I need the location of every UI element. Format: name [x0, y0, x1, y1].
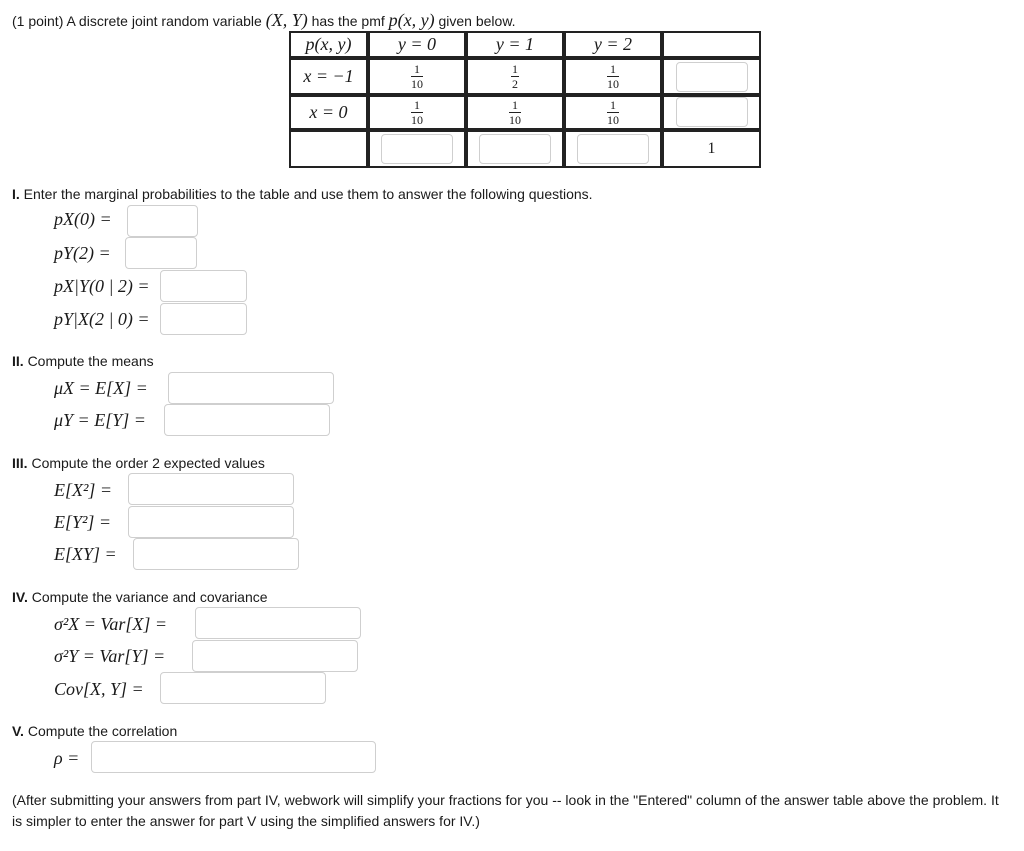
cov-input[interactable] — [160, 672, 326, 704]
exy-input[interactable] — [133, 538, 299, 570]
submission-note: (After submitting your answers from part IV, webwork will simplify your fractions for you -- look in the "Entered" column of the answer table above the problem. It is simpler to enter the answer for part V using the simplified answers for IV.) — [12, 792, 999, 829]
part5-heading: V. Compute the correlation — [12, 723, 178, 739]
ex2-input[interactable] — [128, 473, 294, 505]
vary-input[interactable] — [192, 640, 358, 672]
ey2-label: E[Y²] = — [54, 512, 112, 532]
py2-input[interactable] — [125, 237, 197, 269]
col-header-marginal — [662, 31, 761, 58]
marginal-x-0-input[interactable] — [676, 97, 748, 127]
col-header-y2: y = 2 — [564, 31, 662, 58]
pygx-label: pY|X(2 | 0) = — [54, 309, 150, 329]
table-cell: $\frac{1}{10}$ — [368, 58, 466, 95]
mux-input[interactable] — [168, 372, 334, 404]
table-corner: p(x, y) — [289, 31, 368, 58]
marginal-row-label — [289, 130, 368, 168]
ex2-label: E[X²] = — [54, 480, 113, 500]
marginal-y1-input[interactable] — [479, 134, 551, 164]
py2-label: pY(2) = — [54, 243, 111, 263]
col-marginal-cell — [368, 130, 466, 168]
rho-input[interactable] — [91, 741, 376, 773]
row-header-x-0: x = 0 — [289, 95, 368, 130]
table-cell: $\frac{1}{10}$ — [564, 95, 662, 130]
table-cell: $\frac{1}{10}$ — [564, 58, 662, 95]
intro-middle: has the pmf — [311, 13, 385, 29]
px0-input[interactable] — [127, 205, 198, 237]
intro-xy: (X, Y) — [265, 10, 308, 30]
part3-heading: III. Compute the order 2 expected values — [12, 455, 265, 471]
muy-input[interactable] — [164, 404, 330, 436]
marginal-y0-input[interactable] — [381, 134, 453, 164]
mux-label: μX = E[X] = — [54, 378, 148, 398]
px0-label: pX(0) = — [54, 209, 112, 229]
row-marginal-cell — [662, 58, 761, 95]
row-marginal-cell — [662, 95, 761, 130]
exy-label: E[XY] = — [54, 544, 117, 564]
muy-label: μY = E[Y] = — [54, 410, 146, 430]
row-header-x-neg1: x = −1 — [289, 58, 368, 95]
col-marginal-cell — [564, 130, 662, 168]
col-header-y0: y = 0 — [368, 31, 466, 58]
intro-pmf: p(x, y) — [388, 10, 435, 30]
table-cell: $\frac{1}{2}$ — [466, 58, 564, 95]
pxgy-label: pX|Y(0 | 2) = — [54, 276, 150, 296]
pxgy-input[interactable] — [160, 270, 247, 302]
pygx-input[interactable] — [160, 303, 247, 335]
ey2-input[interactable] — [128, 506, 294, 538]
table-cell: $\frac{1}{10}$ — [466, 95, 564, 130]
varx-input[interactable] — [195, 607, 361, 639]
intro-suffix: given below. — [438, 13, 516, 29]
part1-heading: I. Enter the marginal probabilities to the table and use them to answer the following questions. — [12, 186, 593, 202]
table-total: 1 — [662, 130, 761, 168]
part4-heading: IV. Compute the variance and covariance — [12, 589, 268, 605]
part2-heading: II. Compute the means — [12, 353, 154, 369]
cov-label: Cov[X, Y] = — [54, 679, 144, 699]
table-cell: $\frac{1}{10}$ — [368, 95, 466, 130]
col-marginal-cell — [466, 130, 564, 168]
marginal-x-neg1-input[interactable] — [676, 62, 748, 92]
vary-label: σ²Y = Var[Y] = — [54, 646, 166, 666]
problem-intro — [12, 10, 516, 31]
col-header-y1: y = 1 — [466, 31, 564, 58]
intro-prefix: (1 point) A discrete joint random variable — [12, 13, 262, 29]
rho-label: ρ = — [54, 748, 80, 768]
varx-label: σ²X = Var[X] = — [54, 614, 168, 634]
marginal-y2-input[interactable] — [577, 134, 649, 164]
